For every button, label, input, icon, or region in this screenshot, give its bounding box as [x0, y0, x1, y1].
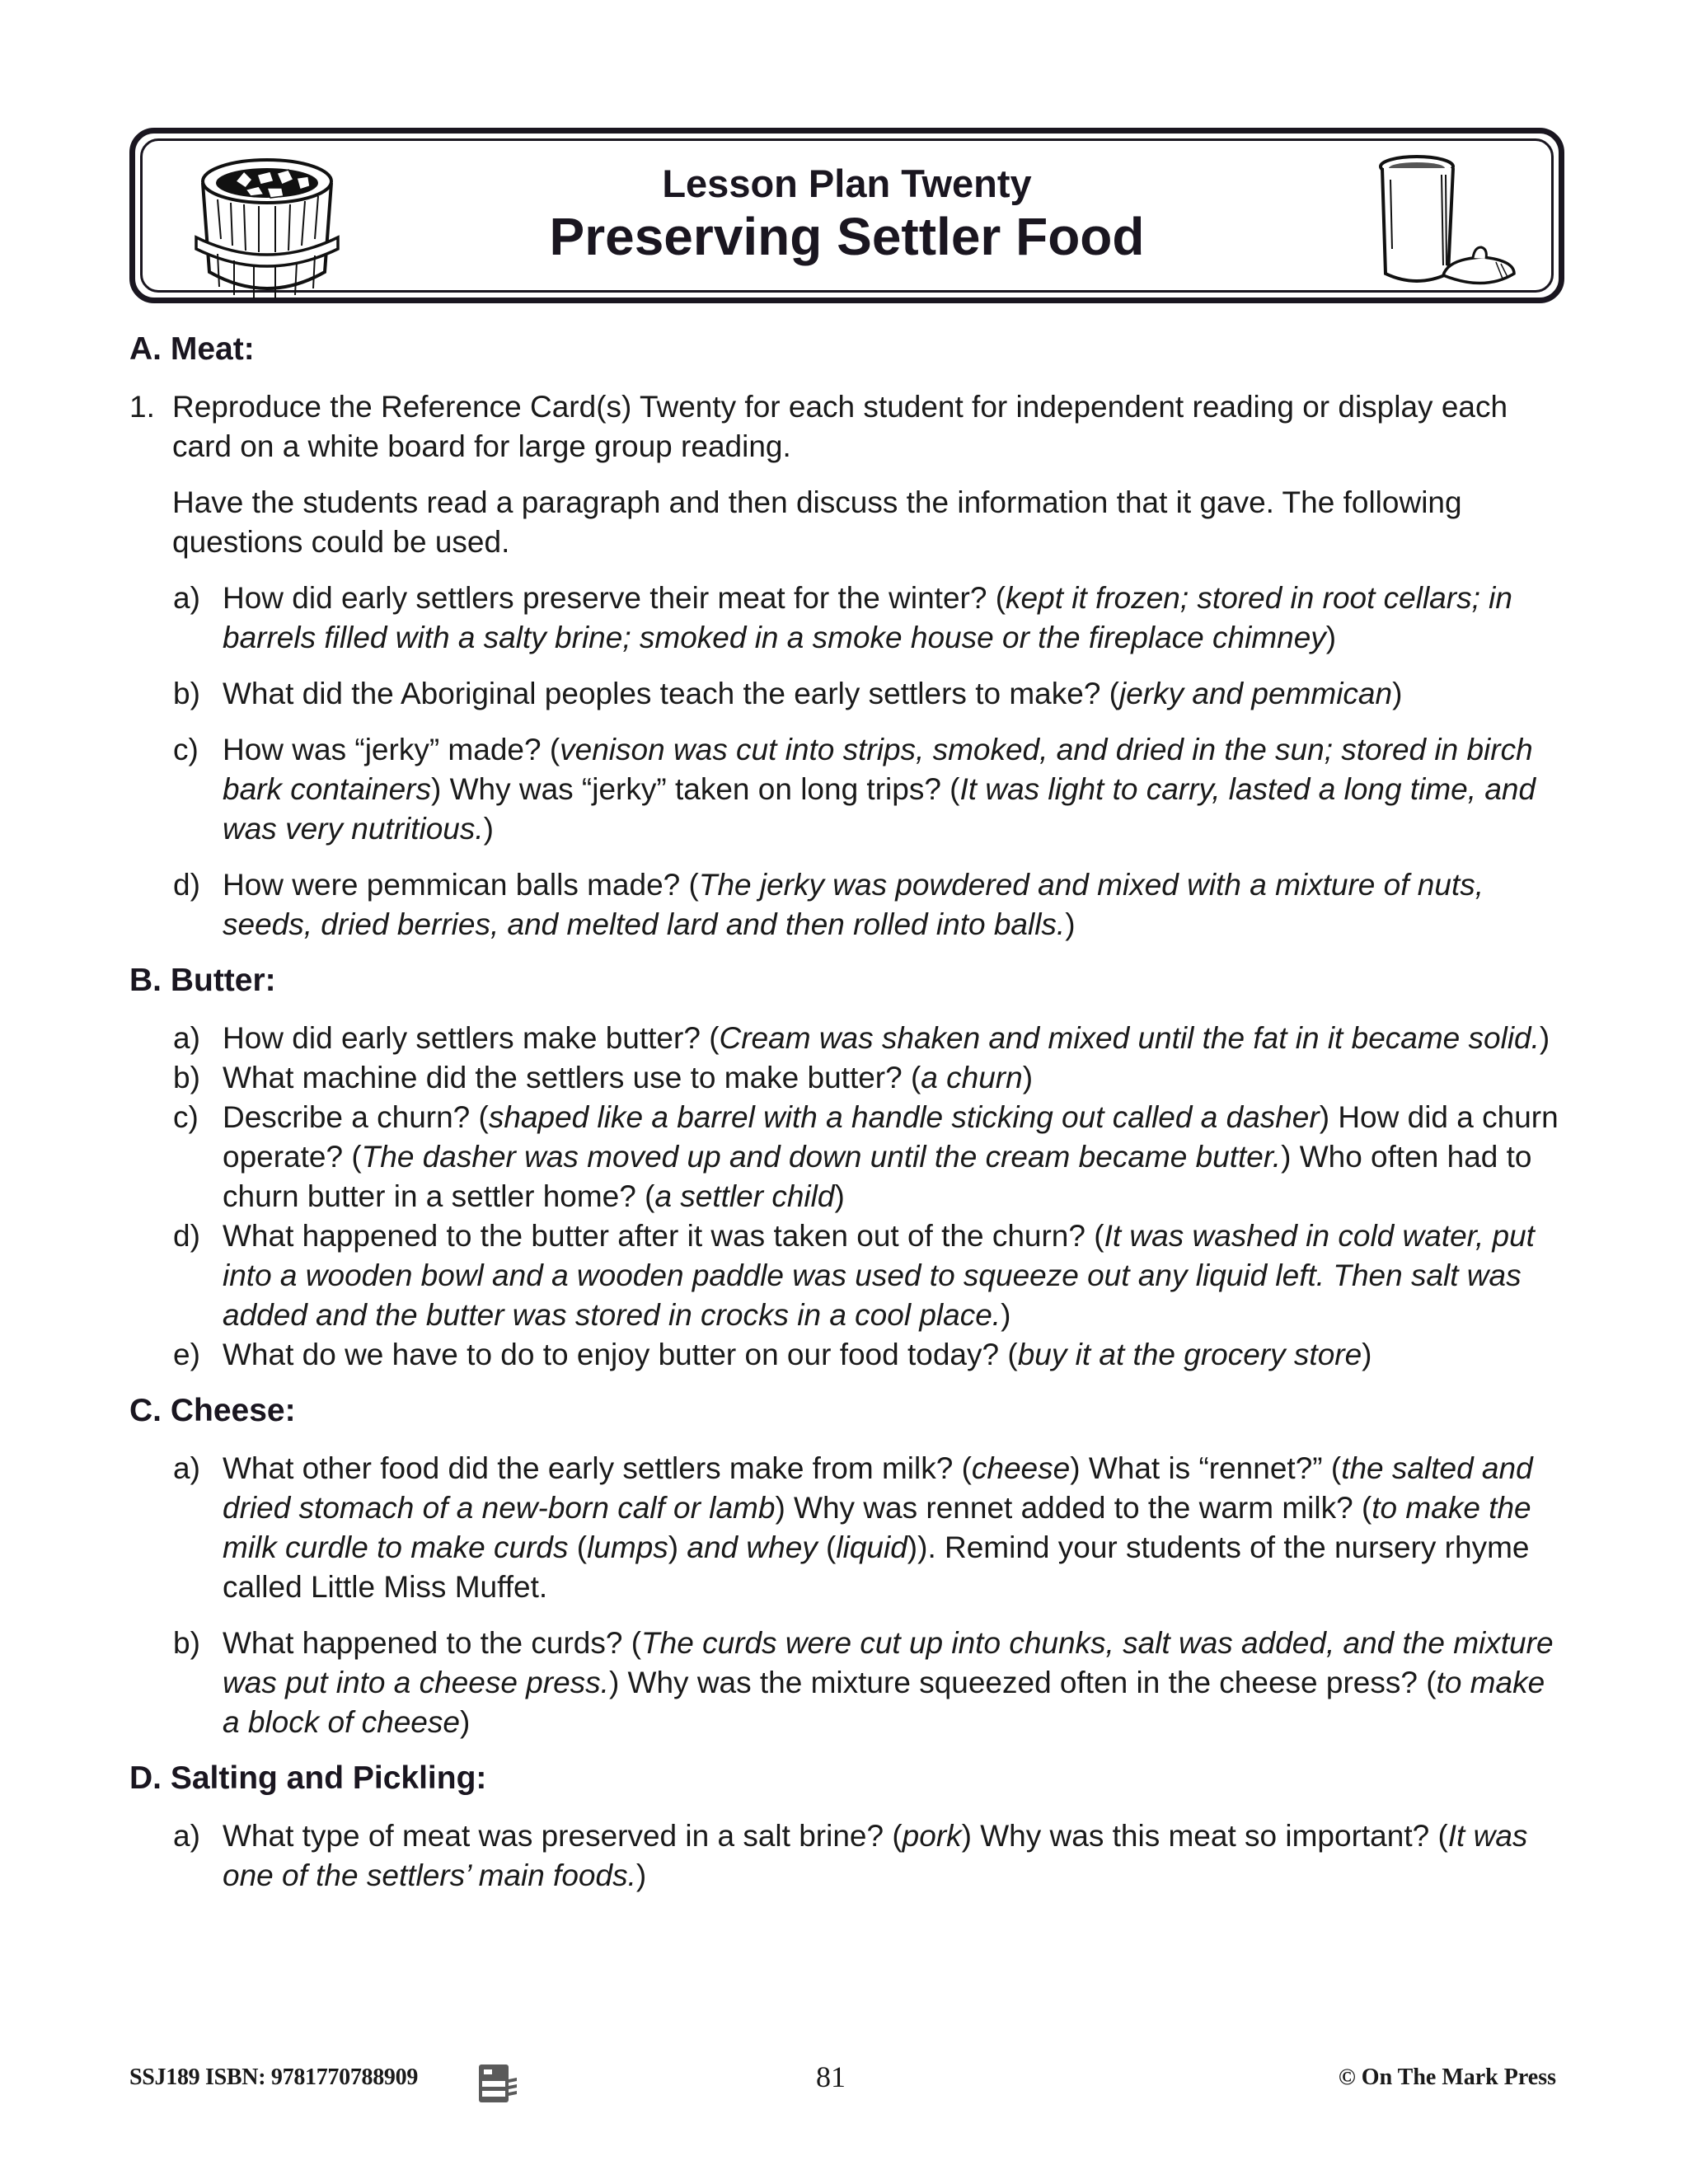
copyright-notice: © On The Mark Press [1338, 2064, 1556, 2090]
question-text: ) [459, 1705, 471, 1739]
question-text: ) What is “rennet?” ( [1070, 1451, 1342, 1485]
question-text: How did early settlers preserve their meat for the winter? ( [223, 581, 1006, 615]
item-marker: c) [173, 733, 199, 766]
answer-text: It was light to carry, lasted a long time, and was very nutritious. [223, 772, 1536, 846]
question-text: ) [1362, 1338, 1372, 1371]
question-item-a [129, 1816, 1568, 1896]
question-item-a [129, 1449, 1568, 1607]
item-marker: c) [173, 1100, 199, 1134]
question-text: What happened to the butter after it was taken out of the churn? ( [223, 1219, 1104, 1253]
question-item-b [129, 1058, 1568, 1098]
answer-text: Cream was shaken and mixed until the fat in it became solid. [719, 1021, 1540, 1055]
question-text: What did the Aboriginal peoples teach the early settlers to make? ( [223, 677, 1119, 710]
numbered-item-1 [129, 387, 1568, 466]
lesson-label: Lesson Plan Twenty [662, 162, 1032, 205]
section-cheese [129, 1391, 1568, 1742]
numbered-item-text: Reproduce the Reference Card(s) Twenty for each student for independent reading or display each card on a white board for large group reading. [172, 390, 1508, 463]
question-item-b [129, 674, 1568, 714]
question-text: ) [1539, 1021, 1550, 1055]
question-text: ( [817, 1530, 837, 1564]
question-text: ) [483, 812, 494, 846]
answer-text: cheese [971, 1451, 1071, 1485]
question-text: ) [635, 1858, 647, 1892]
answer-text: to make a block of cheese [223, 1666, 1545, 1739]
question-text: ) Who often had to churn butter in a settler home? ( [223, 1140, 1532, 1213]
question-text: Describe a churn? ( [223, 1100, 489, 1134]
question-text: ) [668, 1530, 687, 1564]
question-text: ) Why was the mixture squeezed often in the cheese press? ( [608, 1666, 1437, 1699]
question-text: How did early settlers make butter? ( [223, 1021, 720, 1055]
page-title: Preserving Settler Food [549, 207, 1145, 266]
section-salting-pickling [129, 1759, 1568, 1896]
question-text: ) [1001, 1298, 1011, 1332]
item-marker: a) [173, 1021, 200, 1055]
answer-text: shaped like a barrel with a handle sticking out called a dasher [488, 1100, 1320, 1134]
question-list-salting-pickling [129, 1816, 1568, 1896]
answer-text: buy it at the grocery store [1017, 1338, 1362, 1371]
answer-text: The jerky was powdered and mixed with a mixture of nuts, seeds, dried berries, and melted lard and then rolled into balls. [223, 868, 1484, 941]
answer-text: liquid [836, 1530, 907, 1564]
copier-icon [474, 2058, 523, 2107]
page-footer [0, 2058, 1688, 2107]
item-marker: b) [173, 1626, 200, 1660]
question-text: ) How did a churn operate? ( [223, 1100, 1559, 1174]
question-text: What do we have to do to enjoy butter on our food today? ( [223, 1338, 1018, 1371]
item-marker: b) [173, 1061, 200, 1094]
question-item-a [129, 1019, 1568, 1058]
answer-text: The dasher was moved up and down until the cream became butter. [361, 1140, 1282, 1174]
question-item-c [129, 730, 1568, 849]
question-item-e [129, 1335, 1568, 1375]
question-text: ( [568, 1530, 588, 1564]
answer-text: jerky and pemmican [1119, 677, 1393, 710]
question-item-b [129, 1624, 1568, 1742]
question-item-a [129, 579, 1568, 658]
question-text: ) Why was rennet added to the warm milk? ( [775, 1491, 1372, 1525]
question-item-d [129, 1216, 1568, 1335]
page-number: 81 [816, 2060, 846, 2093]
answer-text: a churn [921, 1061, 1023, 1094]
question-list-cheese [129, 1449, 1568, 1742]
answer-text: venison was cut into strips, smoked, and dried in the sun; stored in birch bark containers [223, 733, 1533, 806]
lesson-content [129, 330, 1568, 1912]
answer-text: It was one of the settlers’ main foods. [223, 1819, 1528, 1892]
lesson-header-box [129, 128, 1564, 303]
question-text: ) [834, 1179, 845, 1213]
section-butter [129, 961, 1568, 1375]
question-text: ) Why was “jerky” taken on long trips? ( [430, 772, 960, 806]
section-heading-butter: B. Butter: [129, 963, 276, 998]
answer-text: kept it frozen; stored in root cellars; in barrels filled with a salty brine; smoked in a smoke house or the fireplace chimney [223, 581, 1512, 654]
section-heading-cheese: C. Cheese: [129, 1393, 296, 1428]
item-marker: 1. [129, 390, 155, 424]
question-text: )). Remind your students of the nursery rhyme called Little Miss Muffet. [223, 1530, 1530, 1604]
answer-text: It was washed in cold water, put into a wooden bowl and a wooden paddle was used to squeeze out any liquid left. Then salt was added and the butter was stored in crocks in a cool place. [223, 1219, 1535, 1332]
question-text: ) [1325, 621, 1337, 654]
question-list-butter [129, 1019, 1568, 1375]
item-marker: a) [173, 581, 200, 615]
answer-text: pork [902, 1819, 962, 1853]
section-meat [129, 330, 1568, 944]
question-item-d [129, 865, 1568, 944]
item-marker: a) [173, 1451, 200, 1485]
question-item-c [129, 1098, 1568, 1216]
question-text: How were pemmican balls made? ( [223, 868, 699, 902]
question-list-meat [129, 579, 1568, 944]
question-text: What happened to the curds? ( [223, 1626, 642, 1660]
question-text: ) [1392, 677, 1403, 710]
item-marker: d) [173, 868, 200, 902]
item-marker: e) [173, 1338, 200, 1371]
question-text: ) [1022, 1061, 1034, 1094]
answer-text: a settler child [654, 1179, 835, 1213]
footer-code-isbn: SSJ189 ISBN: 9781770788909 [129, 2064, 419, 2090]
question-text: What type of meat was preserved in a salt brine? ( [223, 1819, 903, 1853]
crock-illustration [1353, 150, 1522, 290]
answer-text: to make the milk curdle to make curds [223, 1491, 1531, 1564]
answer-text: The curds were cut up into chunks, salt was added, and the mixture was put into a cheese press. [223, 1626, 1554, 1699]
intro-paragraph: Have the students read a paragraph and then discuss the information that it gave. The following questions could be used. [172, 485, 1462, 559]
question-text: ) Why was this meat so important? ( [961, 1819, 1448, 1853]
question-text: How was “jerky” made? ( [223, 733, 560, 766]
item-marker: d) [173, 1219, 200, 1253]
question-text: What other food did the early settlers make from milk? ( [223, 1451, 972, 1485]
item-marker: a) [173, 1819, 200, 1853]
question-text: ) [1065, 907, 1076, 941]
question-text: What machine did the settlers use to make butter? ( [223, 1061, 921, 1094]
section-heading-meat: A. Meat: [129, 331, 255, 367]
answer-text: lumps [587, 1530, 668, 1564]
section-heading-salting-pickling: D. Salting and Pickling: [129, 1760, 487, 1796]
answer-text: the salted and dried stomach of a new-born calf or lamb [223, 1451, 1533, 1525]
item-marker: b) [173, 677, 200, 710]
answer-text: and whey [687, 1530, 818, 1564]
